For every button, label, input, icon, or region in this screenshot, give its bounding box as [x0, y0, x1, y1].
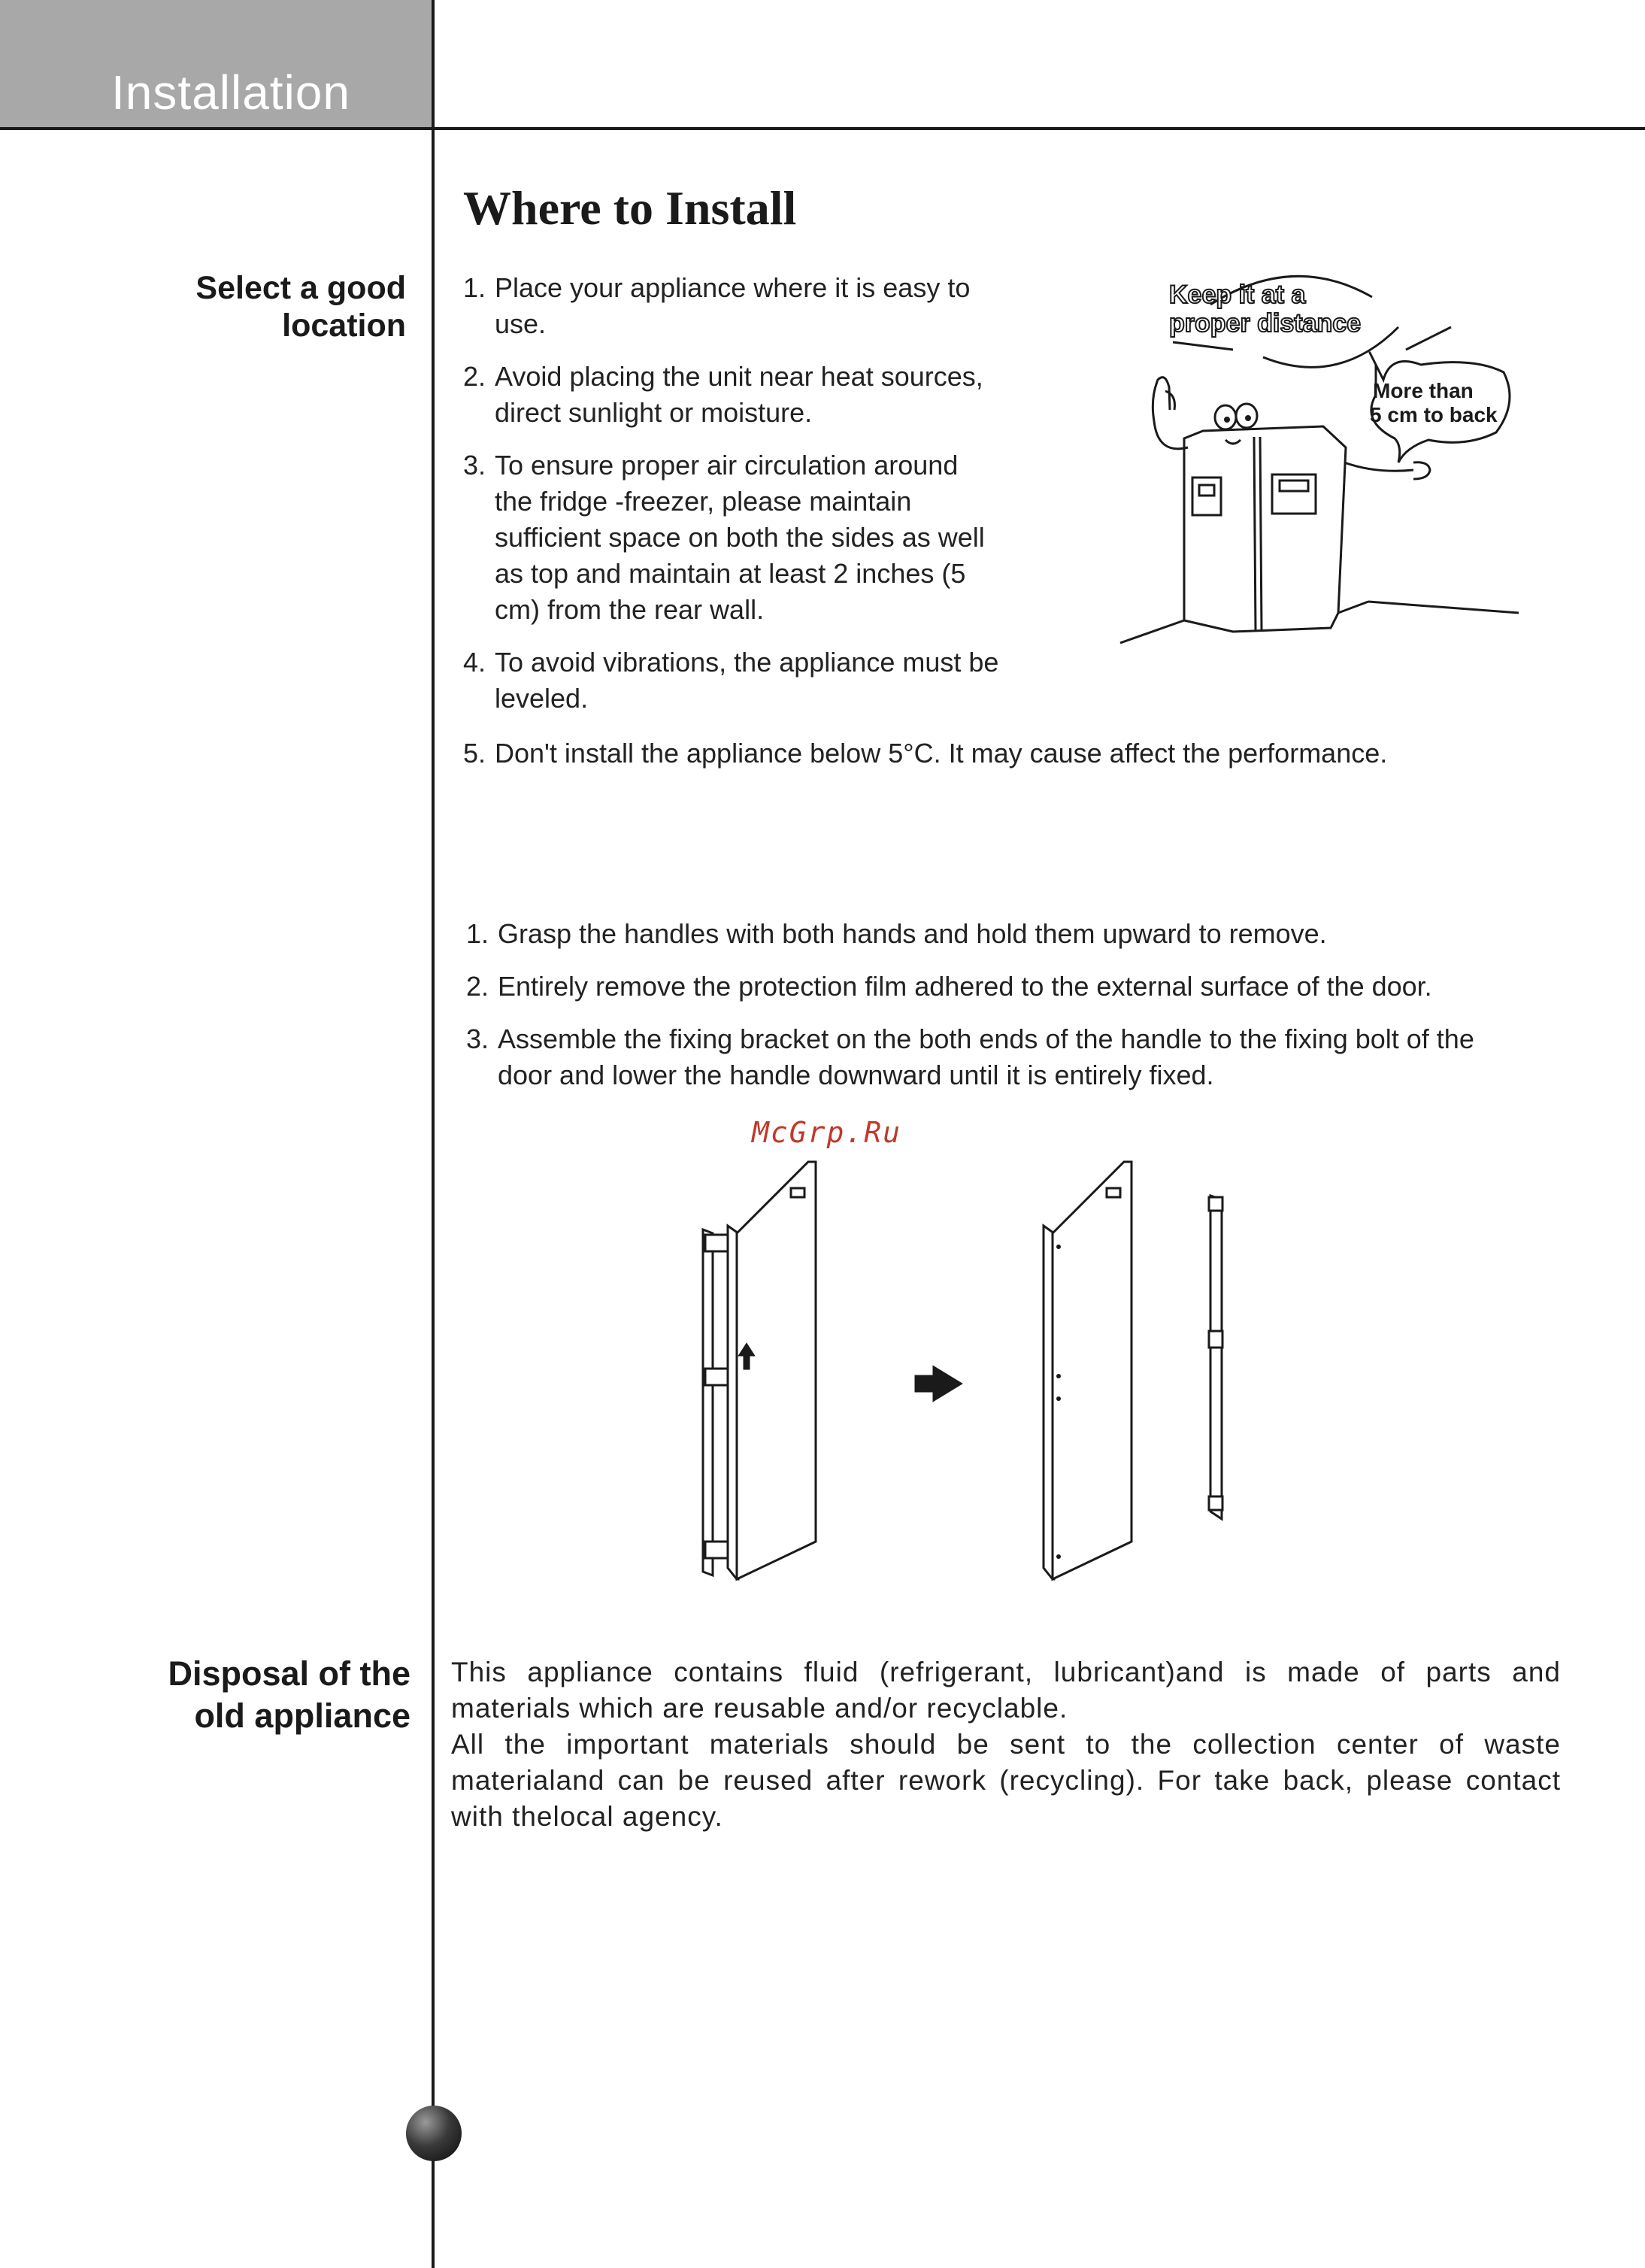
banner-text: Keep it at a	[1169, 280, 1306, 309]
header-rule	[0, 127, 1645, 130]
door-handle-illustration	[662, 1151, 1263, 1587]
item-text: Entirely remove the protection film adhered to the external surface of the door.	[498, 971, 1432, 1002]
item-number: 3.	[466, 1023, 489, 1054]
list-item	[463, 644, 1003, 717]
handle-steps-list	[466, 916, 1534, 1110]
disposal-text	[451, 1654, 1561, 1835]
item-text: To avoid vibrations, the appliance must be leveled.	[495, 647, 999, 714]
heading-line: Disposal of the	[168, 1654, 410, 1693]
fixing-bolt	[1056, 1374, 1061, 1378]
disposal-paragraph: All the important materials should be sent to the collection center of waste materialand can be reused after rework (recycling). For take back, please contact with thelocal agency.	[451, 1729, 1561, 1832]
select-location-heading	[195, 269, 406, 344]
fixing-bolt	[1056, 1245, 1061, 1249]
item-number: 2.	[463, 361, 486, 392]
door-hinge	[1107, 1188, 1120, 1197]
dispenser-panel	[1199, 485, 1214, 496]
page-title: Where to Install	[463, 181, 797, 235]
door-split	[1254, 437, 1256, 631]
margin-rule	[432, 0, 435, 2268]
bubble-text: More than	[1373, 379, 1474, 402]
handle-bracket	[1209, 1197, 1222, 1211]
floor-line	[1120, 620, 1184, 643]
handle-bracket	[1209, 1496, 1222, 1510]
floor-line	[1368, 602, 1519, 613]
heading-line: old appliance	[194, 1696, 410, 1735]
item-number: 1.	[466, 918, 489, 949]
item-number: 1.	[463, 272, 486, 303]
item-text: Avoid placing the unit near heat sources, direct sunlight or moisture.	[495, 361, 983, 428]
handle-bracket	[705, 1369, 728, 1385]
item-text: Assemble the fixing bracket on the both ends of the handle to the fixing bolt of the door and lower the handle downward until it is entirely fixed.	[498, 1023, 1474, 1090]
disposal-heading	[168, 1653, 410, 1737]
door-split	[1260, 437, 1262, 631]
item-number: 5.	[463, 738, 486, 769]
item-number: 2.	[466, 971, 489, 1002]
floor-line	[1173, 342, 1233, 350]
list-item	[463, 359, 1003, 431]
pupil	[1245, 415, 1251, 421]
home-bar-panel	[1280, 481, 1308, 491]
heading-line: Select a good	[195, 270, 406, 306]
door-panel	[737, 1162, 816, 1579]
door-handle	[703, 1230, 713, 1575]
detached-handle	[1210, 1196, 1222, 1519]
section-title: Installation	[111, 65, 350, 120]
fridge-distance-illustration	[1113, 259, 1519, 650]
arm-right	[1344, 462, 1413, 471]
handle-bracket	[1209, 1331, 1222, 1348]
fixing-bolt	[1056, 1396, 1061, 1401]
pupil	[1224, 417, 1230, 423]
page-marker-ball	[406, 2106, 462, 2161]
mouth	[1225, 440, 1241, 444]
list-item	[466, 1021, 1534, 1093]
floor-line	[1406, 327, 1451, 350]
list-item	[463, 270, 1003, 342]
list-item	[466, 969, 1534, 1005]
handle-bracket	[705, 1235, 728, 1251]
item-number: 4.	[463, 647, 486, 678]
watermark: McGrp.Ru	[752, 1116, 902, 1149]
door-hinge	[791, 1188, 804, 1197]
item-text: Grasp the handles with both hands and hold them upward to remove.	[498, 918, 1327, 949]
heading-line: location	[282, 308, 406, 344]
item-text: Place your appliance where it is easy to use.	[495, 272, 971, 339]
location-list-last	[463, 735, 1591, 788]
item-number: 3.	[463, 450, 486, 481]
handle-bracket	[705, 1542, 728, 1558]
disposal-paragraph: This appliance contains fluid (refrigerant, lubricant)and is made of parts and materials which are reusable and/or recyclable.	[451, 1657, 1561, 1724]
fridge-body	[1184, 426, 1346, 632]
list-item	[466, 916, 1534, 952]
list-item	[463, 447, 1003, 628]
arrow-right-icon	[916, 1367, 961, 1400]
bubble-text: 5 cm to back	[1370, 403, 1498, 426]
fixing-bolt	[1056, 1554, 1061, 1559]
list-item	[463, 735, 1591, 772]
door-panel	[1053, 1162, 1132, 1579]
item-text: Don't install the appliance below 5°C. It may cause affect the performance.	[495, 738, 1388, 769]
item-text: To ensure proper air circulation around the fridge -freezer, please maintain sufficient space on both the sides as well as top and maintain at least 2 inches (5 cm) from the rear wall.	[495, 450, 985, 625]
hand-right	[1413, 462, 1430, 479]
arm-left	[1153, 377, 1188, 449]
floor-line	[1338, 602, 1368, 613]
location-list	[463, 270, 1003, 733]
banner-text: proper distance	[1169, 309, 1362, 338]
